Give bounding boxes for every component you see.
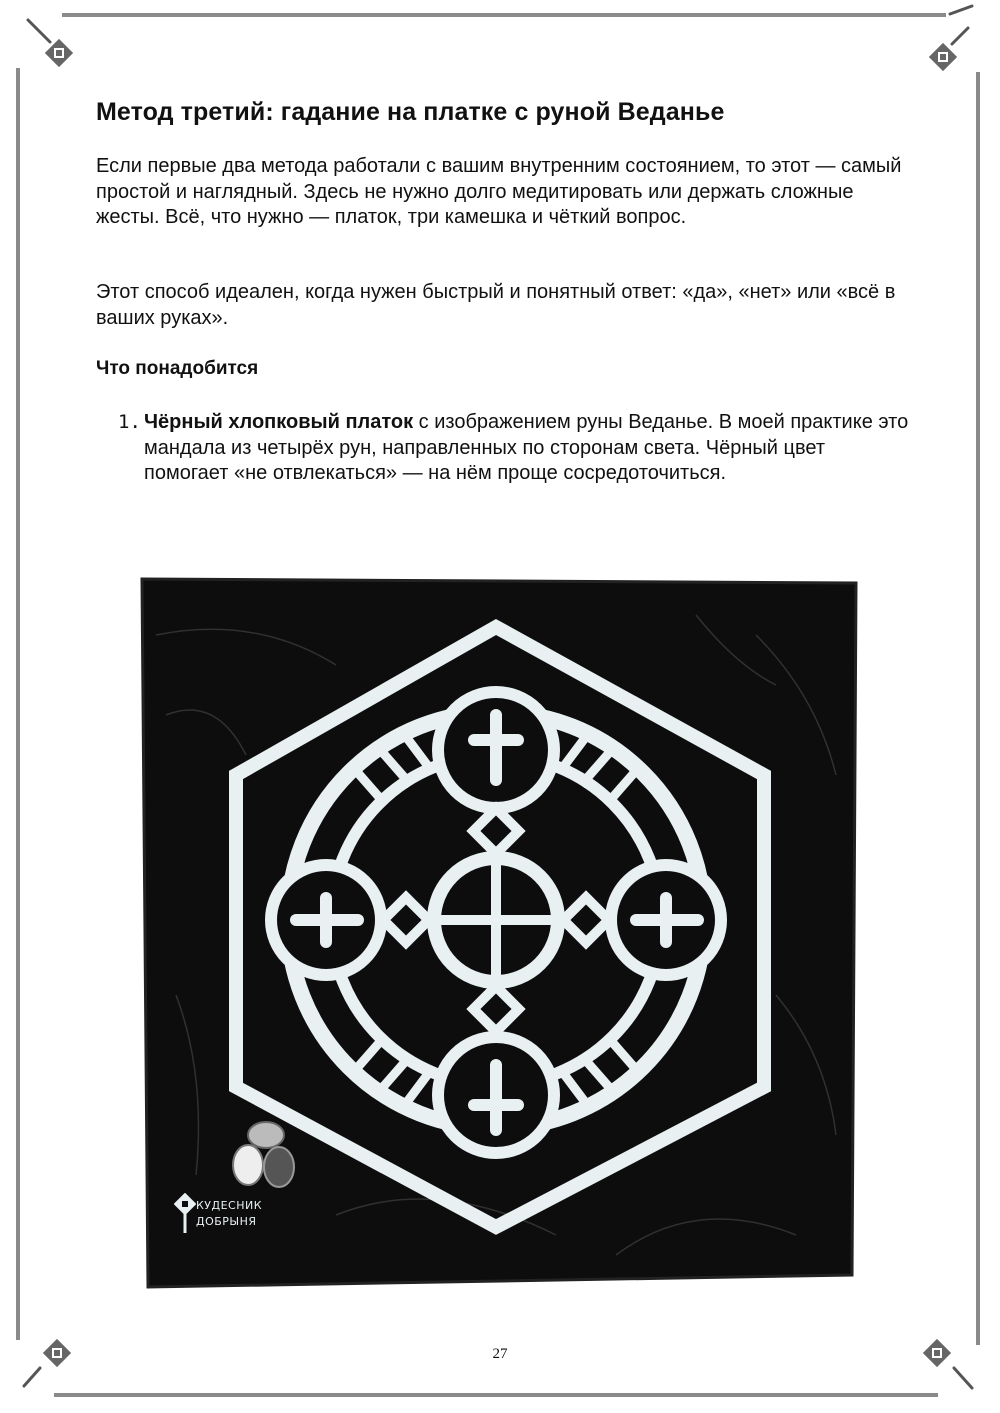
list-item-number: 1.: [118, 411, 141, 433]
page-content: [96, 96, 916, 484]
requirements-list: [118, 410, 918, 487]
brand-logo: [174, 1193, 274, 1239]
intro-paragraph: Если первые два метода работали с вашим внутренним состоянием, то этот — самый простой и наглядный. Здесь не нужно долго медитировать или держать сложные жесты. Всё, что нужно — платок, три камешка и чёткий вопрос.: [96, 155, 902, 228]
key-logo-icon: [174, 1193, 196, 1233]
purpose-paragraph: Этот способ идеален, когда нужен быстрый и понятный ответ: «да», «нет» или «всё в ваших руках».: [96, 281, 896, 329]
page-number: 27: [492, 1346, 508, 1362]
page-title: Метод третий: гадание на платке с руной Веданье: [96, 98, 725, 126]
list-item-description: с изображением руны Веданье. В моей практике это мандала из четырёх рун, направленных по сторонам света. Чёрный цвет помогает «не отвлекаться» — на нём проще сосредоточиться.: [144, 411, 909, 484]
list-item-text: [144, 410, 914, 487]
section-subheading: Что понадобится: [96, 358, 259, 379]
logo-text-line2: ДОБРЫНЯ: [196, 1215, 257, 1228]
logo-text-line1: КУДЕСНИК: [196, 1199, 263, 1212]
rune-cloth-illustration: [136, 575, 866, 1293]
list-item: [118, 410, 918, 487]
list-item-bold: Чёрный хлопковый платок: [144, 411, 414, 433]
